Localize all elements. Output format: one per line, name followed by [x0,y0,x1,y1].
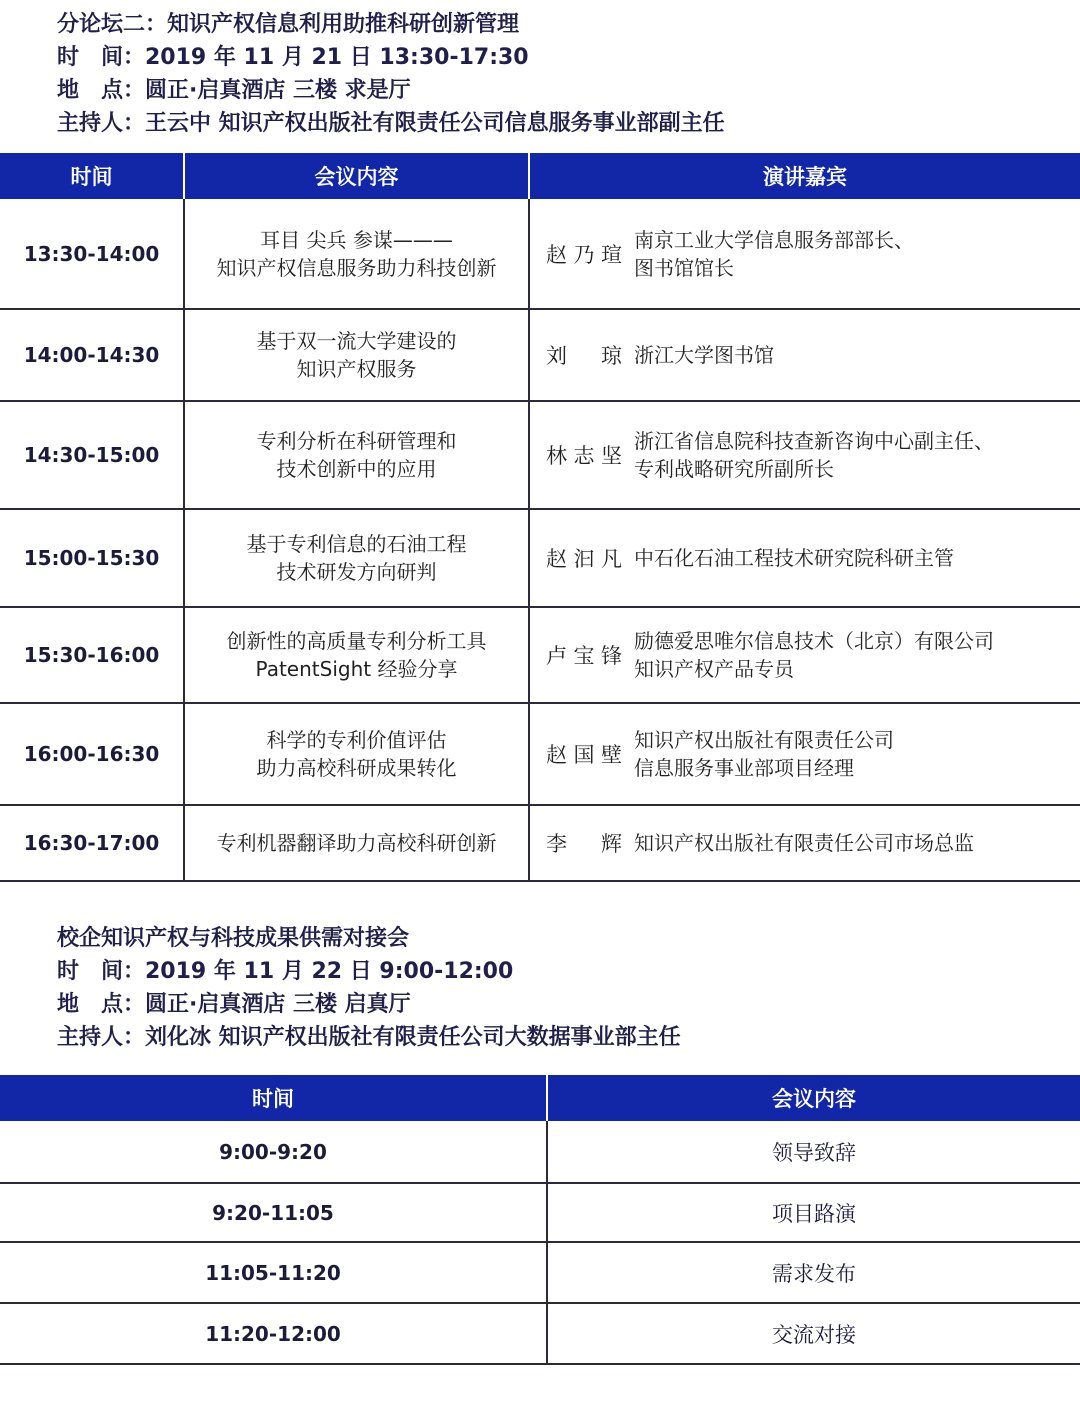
session-time: 11:05-11:20 [0,1242,547,1303]
session-time: 16:00-16:30 [0,703,184,805]
table-row [0,199,1080,309]
session-content: 领导致辞 [547,1121,1080,1183]
speaker-name: 赵国壁 [546,743,622,767]
forum2-schedule-table [0,153,1080,882]
speaker-title-line: 知识产权出版社有限责任公司 [634,728,894,752]
speaker-title [634,829,1054,857]
topic-line: 基于双一流大学建设的 [256,329,457,353]
session-topic [184,703,529,805]
header-content: 会议内容 [547,1075,1080,1121]
speaker-title-line: 南京工业大学信息服务部部长、 [634,227,914,252]
speaker-title-line: 浙江大学图书馆 [634,343,774,367]
speaker-title-line: 励德爱思唯尔信息技术（北京）有限公司 [634,629,994,653]
table-row [0,607,1080,703]
speaker-name: 刘 琼 [546,344,622,368]
speaker-title-line: 图书馆馆长 [634,255,734,280]
session-speaker [529,509,1080,607]
session-time: 16:30-17:00 [0,805,184,881]
table-row [0,1303,1080,1364]
table-row [0,1183,1080,1242]
topic-line: 专利分析在科研管理和 [256,429,457,453]
speaker-title [634,226,1054,282]
speaker-name: 赵汩凡 [546,547,622,571]
session-speaker [529,199,1080,309]
matchmaking-venue: 地 点：圆正·启真酒店 三楼 启真厅 [57,992,411,1017]
session-time: 14:00-14:30 [0,309,184,401]
topic-line: PatentSight 经验分享 [255,657,458,681]
session-content: 交流对接 [547,1303,1080,1364]
session-time: 15:00-15:30 [0,509,184,607]
speaker-title [634,544,1054,572]
table-header-row [0,1075,1080,1121]
session-speaker [529,309,1080,401]
speaker-title-line: 知识产权产品专员 [634,657,794,681]
session-content: 项目路演 [547,1183,1080,1242]
table-row [0,401,1080,509]
session-time: 13:30-14:00 [0,199,184,309]
speaker-name: 卢宝锋 [546,644,622,668]
speaker-name: 李 辉 [546,832,622,856]
speaker-title [634,341,1054,369]
session-content: 需求发布 [547,1242,1080,1303]
session-speaker [529,703,1080,805]
speaker-name: 赵乃瑄 [546,242,622,267]
speaker-title-line: 专利战略研究所副所长 [634,457,834,481]
header-speaker: 演讲嘉宾 [529,153,1080,199]
matchmaking-schedule-table [0,1075,1080,1365]
table-row [0,703,1080,805]
matchmaking-host: 主持人：刘化冰 知识产权出版社有限责任公司大数据事业部主任 [57,1025,681,1050]
topic-line: 技术创新中的应用 [276,457,437,481]
topic-line: 创新性的高质量专利分析工具 [226,629,487,653]
table-row [0,509,1080,607]
topic-line: 技术研发方向研判 [276,560,437,584]
session-topic [184,607,529,703]
speaker-title-line: 信息服务事业部项目经理 [634,756,854,780]
table-header-row [0,153,1080,199]
matchmaking-title: 校企知识产权与科技成果供需对接会 [57,926,410,951]
session-time: 14:30-15:00 [0,401,184,509]
topic-line: 耳目 尖兵 参谋——— [260,227,453,252]
topic-line: 知识产权信息服务助力科技创新 [216,255,497,280]
session-topic [184,509,529,607]
speaker-title [634,427,1054,483]
table-row [0,1121,1080,1183]
speaker-title [634,726,1054,782]
session-speaker [529,607,1080,703]
session-time: 9:00-9:20 [0,1121,547,1183]
matchmaking-time: 时 间：2019 年 11 月 22 日 9:00-12:00 [57,959,514,984]
speaker-title-line: 浙江省信息院科技查新咨询中心副主任、 [634,429,994,453]
session-topic [184,199,529,309]
table-row [0,805,1080,881]
session-topic [184,805,529,881]
topic-line: 助力高校科研成果转化 [256,756,457,780]
table-row [0,309,1080,401]
forum2-time: 时 间：2019 年 11 月 21 日 13:30-17:30 [57,45,529,70]
topic-line: 知识产权服务 [296,357,417,381]
speaker-title-line: 中石化石油工程技术研究院科研主管 [634,546,954,570]
session-speaker [529,805,1080,881]
matchmaking-info [57,922,681,1054]
speaker-title-line: 知识产权出版社有限责任公司市场总监 [634,831,974,855]
speaker-name: 林志坚 [546,444,622,468]
speaker-title [634,627,1054,683]
table-row [0,1242,1080,1303]
forum2-venue: 地 点：圆正·启真酒店 三楼 求是厅 [57,78,411,103]
forum2-host: 主持人：王云中 知识产权出版社有限责任公司信息服务事业部副主任 [57,111,725,136]
session-speaker [529,401,1080,509]
session-time: 9:20-11:05 [0,1183,547,1242]
header-time: 时间 [0,1075,547,1121]
session-time: 15:30-16:00 [0,607,184,703]
session-topic [184,401,529,509]
session-time: 11:20-12:00 [0,1303,547,1364]
topic-line: 基于专利信息的石油工程 [246,532,467,556]
header-time: 时间 [0,153,184,199]
topic-line: 科学的专利价值评估 [266,728,447,752]
forum2-title: 分论坛二：知识产权信息利用助推科研创新管理 [57,12,520,37]
session-topic [184,309,529,401]
forum2-info [57,8,725,140]
topic-line: 专利机器翻译助力高校科研创新 [216,831,497,855]
header-content: 会议内容 [184,153,529,199]
